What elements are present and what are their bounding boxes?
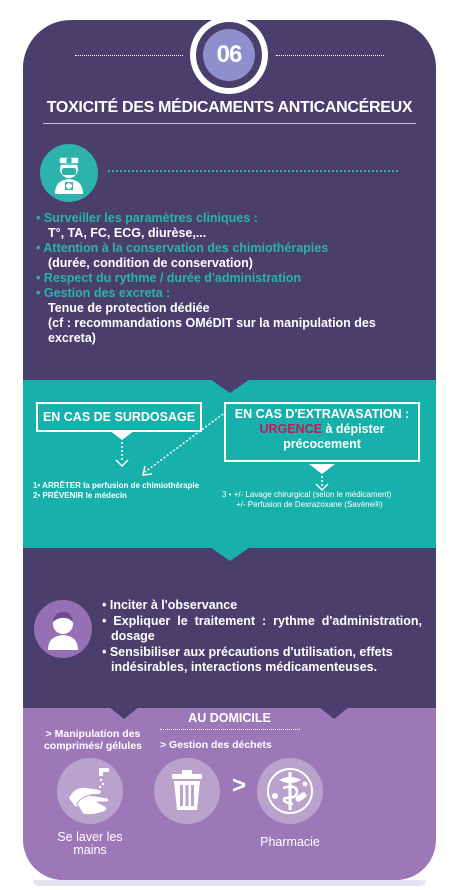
monitoring-item-2: • Attention à la conservation des chimiothérapies bbox=[36, 241, 329, 255]
monitoring-item-4-detail-1: Tenue de protection dédiée bbox=[48, 301, 210, 315]
pharmacy-icon bbox=[257, 758, 323, 824]
title-divider bbox=[43, 123, 416, 124]
monitoring-item-4-detail-2: (cf : recommandations OMéDIT sur la manipulation des excreta) bbox=[48, 316, 376, 345]
section-number: 06 bbox=[216, 41, 242, 68]
education-item-1: • Inciter à l'observance bbox=[102, 598, 238, 612]
home-title: AU DOMICILE bbox=[188, 711, 271, 725]
monitoring-item-3: • Respect du rythme / durée d'administration bbox=[36, 271, 302, 285]
education-item-3: • Sensibiliser aux précautions d'utilisation, effets indésirables, interactions médicamenteuses. bbox=[102, 644, 393, 674]
overdose-steps bbox=[33, 481, 213, 501]
education-item-2: • Expliquer le traitement : rythme d'administration, dosage bbox=[102, 613, 422, 643]
extravasation-title-rest: à dépister précocement bbox=[283, 422, 385, 451]
flow-arrows bbox=[23, 380, 436, 548]
nurse-icon bbox=[40, 144, 98, 202]
trash-bin-icon bbox=[154, 758, 220, 824]
overdose-box: EN CAS DE SURDOSAGE bbox=[36, 402, 202, 432]
monitoring-list bbox=[36, 211, 426, 346]
header-dotted-line-left bbox=[75, 55, 183, 56]
overdose-step-2: 2• PRÉVENIR le médecin bbox=[33, 491, 127, 500]
waste-label: > Gestion des déchets bbox=[160, 739, 272, 751]
wash-hands-label: Se laver les mains bbox=[57, 830, 123, 857]
hand-wash-icon bbox=[57, 758, 123, 824]
urgence-label: URGENCE bbox=[259, 422, 322, 436]
band-notch-bottom bbox=[210, 547, 250, 561]
monitoring-item-4: • Gestion des excreta : bbox=[36, 286, 171, 300]
extravasation-title: EN CAS D'EXTRAVASATION : bbox=[234, 407, 410, 421]
pharmacy-label: Pharmacie bbox=[260, 835, 320, 849]
extravasation-steps bbox=[222, 490, 427, 510]
overdose-step-1: 1• ARRÊTER la perfusion de chimiothérapie bbox=[33, 481, 200, 490]
manipulation-label: > Manipulation des comprimés/ gélules bbox=[43, 728, 143, 752]
patient-education-list bbox=[102, 598, 422, 676]
monitoring-item-2-detail: (durée, condition de conservation) bbox=[48, 256, 253, 270]
monitoring-item-1: • Surveiller les paramètres cliniques : bbox=[36, 211, 258, 225]
nurse-dotted-line bbox=[108, 170, 398, 172]
arrow-to-pharmacy: > bbox=[231, 772, 246, 799]
extravasation-step-3: 3 • +/- Lavage chirurgical (selon le médicament) bbox=[222, 490, 392, 499]
extravasation-step-3b: +/- Perfusion de Dexrazoxane (Savène®) bbox=[236, 500, 383, 509]
home-dotted-line bbox=[160, 729, 300, 730]
header-dotted-line-right bbox=[276, 55, 384, 56]
page-title: TOXICITÉ DES MÉDICAMENTS ANTICANCÉREUX bbox=[46, 99, 413, 116]
card-shadow bbox=[33, 880, 426, 886]
monitoring-item-1-detail: T°, TA, FC, ECG, diurèse,... bbox=[48, 226, 207, 240]
patient-icon bbox=[34, 600, 92, 658]
